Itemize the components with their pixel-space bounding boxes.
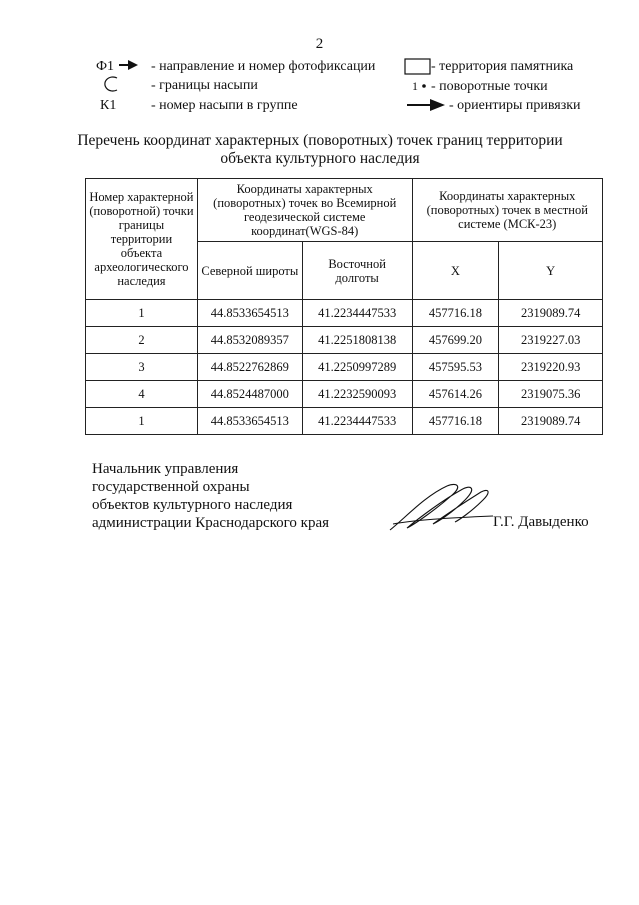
header-y: Y (499, 242, 603, 300)
table-row (86, 381, 603, 408)
handwritten-signature (385, 478, 495, 538)
cell-lat: 44.8532089357 (197, 327, 302, 354)
signatory-position (92, 460, 329, 532)
territory-box-icon (404, 58, 432, 80)
reference-arrow-icon (406, 98, 446, 117)
turning-points-label: - поворотные точки (431, 79, 548, 94)
signatory-line-1: Начальник управления (92, 461, 239, 477)
cell-x: 457716.18 (412, 408, 499, 435)
mound-number-label: - номер насыпи в группе (151, 98, 298, 113)
document-title (60, 132, 580, 168)
table-header-row (86, 179, 603, 242)
photo-direction-label: - направление и номер фотофиксации (151, 59, 376, 74)
photo-direction-symbol: Ф1 (96, 58, 138, 75)
mound-boundary-icon (102, 76, 120, 97)
cell-lat: 44.8533654513 (197, 408, 302, 435)
cell-lon: 41.2234447533 (302, 408, 412, 435)
title-line-1: Перечень координат характерных (поворотных) точек границ территории (77, 132, 563, 149)
cell-point: 1 (86, 300, 198, 327)
header-wgs84: Координаты характерных (поворотных) точек во Всемирной геодезической системе координат(WGS-84) (197, 179, 412, 242)
cell-lon: 41.2250997289 (302, 354, 412, 381)
table-row (86, 327, 603, 354)
table-row (86, 354, 603, 381)
cell-y: 2319089.74 (499, 408, 603, 435)
cell-x: 457699.20 (412, 327, 499, 354)
cell-x: 457595.53 (412, 354, 499, 381)
page-number: 2 (315, 36, 324, 52)
table-row (86, 408, 603, 435)
turning-point-symbol: 1 (412, 78, 427, 95)
header-x: X (412, 242, 499, 300)
mound-number-symbol: К1 (100, 98, 117, 113)
cell-x: 457614.26 (412, 381, 499, 408)
cell-lon: 41.2234447533 (302, 300, 412, 327)
cell-lon: 41.2251808138 (302, 327, 412, 354)
title-line-2: объекта культурного наследия (220, 150, 420, 167)
legend-left (96, 58, 396, 118)
cell-y: 2319075.36 (499, 381, 603, 408)
signatory-line-2: государственной охраны (92, 479, 250, 495)
header-north-latitude: Северной широты (197, 242, 302, 300)
header-msk23: Координаты характерных (поворотных) точек в местной системе (МСК-23) (412, 179, 602, 242)
cell-point: 1 (86, 408, 198, 435)
monument-territory-label: - территория памятника (431, 59, 574, 74)
point-icon (421, 83, 427, 89)
cell-point: 3 (86, 354, 198, 381)
cell-lat: 44.8522762869 (197, 354, 302, 381)
cell-lat: 44.8533654513 (197, 300, 302, 327)
cell-lat: 44.8524487000 (197, 381, 302, 408)
cell-y: 2319227.03 (499, 327, 603, 354)
reference-points-label: - ориентиры привязки (449, 98, 581, 113)
cell-y: 2319220.93 (499, 354, 603, 381)
cell-point: 4 (86, 381, 198, 408)
coordinates-table (85, 178, 603, 435)
cell-x: 457716.18 (412, 300, 499, 327)
header-east-longitude: Восточной долготы (302, 242, 412, 300)
signatory-name: Г.Г. Давыденко (493, 514, 589, 530)
signatory-line-3: объектов культурного наследия (92, 497, 293, 513)
mound-boundaries-label: - границы насыпи (151, 78, 258, 93)
header-point-number: Номер характерной (поворотной) точки границы территории объекта археологического наследия (86, 179, 198, 300)
cell-y: 2319089.74 (499, 300, 603, 327)
legend-right (404, 58, 604, 118)
cell-lon: 41.2232590093 (302, 381, 412, 408)
signatory-line-4: администрации Краснодарского края (92, 515, 330, 531)
cell-point: 2 (86, 327, 198, 354)
arrow-icon (118, 59, 138, 71)
table-row (86, 300, 603, 327)
